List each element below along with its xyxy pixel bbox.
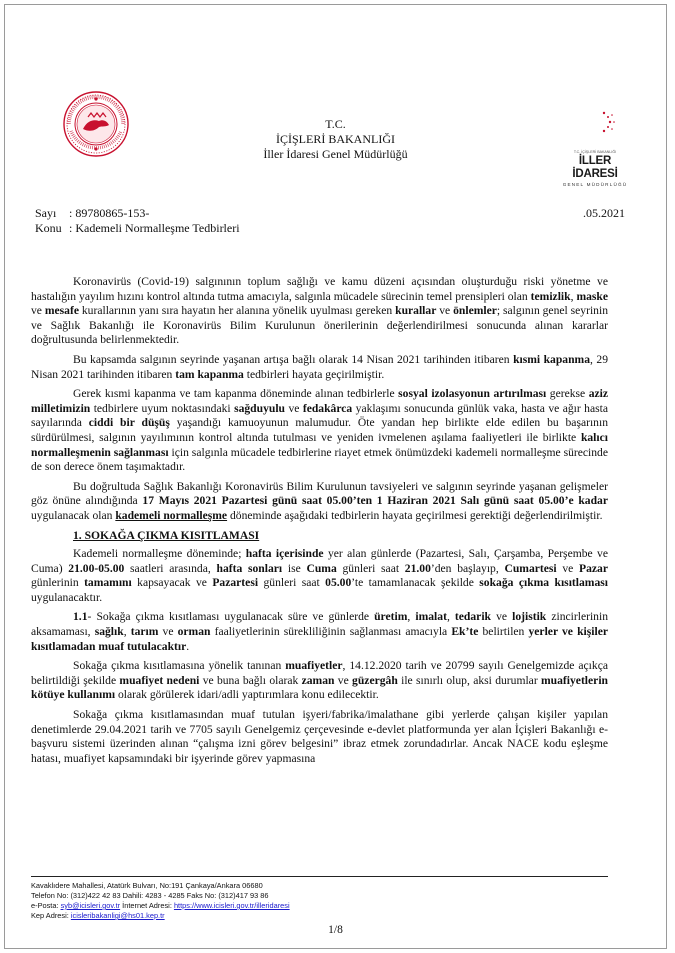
konu-label: Konu [35,221,62,235]
footer-contact: e-Posta: syb@icisleri.gov.tr İnternet Adresi: https://www.icisleri.gov.tr/illeridaresi [31,901,290,910]
website-link[interactable]: https://www.icisleri.gov.tr/illeridaresi [173,901,290,910]
header-tc: T.C. [325,117,346,131]
document-body [31,275,608,771]
footer-address: Kavaklıdere Mahallesi, Atatürk Bulvarı, No:191 Çankaya/Ankara 06680 [31,881,263,890]
konu-value: : Kademeli Normalleşme Tedbirleri [69,221,240,235]
page-number: 1/8 [328,924,343,936]
meta-konu [35,221,240,236]
logo-sub-text: GENEL MÜDÜRLÜĞÜ [562,182,628,187]
meta-sayi [35,206,149,221]
footer-phone: Telefon No: (312)422 42 83 Dahili: 4283 - 4285 Faks No: (312)417 93 86 [31,891,269,900]
sayi-value: : 89780865-153- [69,206,150,220]
document-page [4,4,667,949]
section-1-title: 1. SOKAĞA ÇIKMA KISITLAMASI [73,528,260,542]
letter-header [5,117,666,162]
header-ministry: İÇİŞLERİ BAKANLIĞI [276,132,395,146]
kep-link[interactable]: icisleribakanligi@hs01.kep.tr [70,911,165,920]
document-date: .05.2021 [583,206,625,220]
paragraph-7: Sokağa çıkma kısıtlamasına yönelik tanınan muafiyetler, 14.12.2020 tarih ve 20799 sayılı Genelgemizde açıkça belirtildiği şekilde muafiyet nedeni ve buna bağlı olarak zaman ve güzergâh ile sınırlı olup, aksi durumlar muafiyetlerin kötüye kullanımı olarak görülerek idari/adli yaptırımlara konu edilecektir. [31,659,608,702]
logo-main-text: İLLER İDARESİ [572,155,618,180]
header-directorate: İller İdaresi Genel Müdürlüğü [263,147,408,161]
footer-divider [31,876,608,877]
paragraph-4: Bu doğrultuda Sağlık Bakanlığı Koronavirüs Bilim Kurulunun tavsiyeleri ve salgının seyrinde yaşanan gelişmeler göz önüne alındığında 17 Mayıs 2021 Pazartesi günü saat 05.00’ten 1 Haziran 2021 Salı günü saat 05.00’e kadar uygulanacak olan kademeli normalleşme döneminde aşağıdaki tedbirlerin hayata geçirilmesi gerektiği değerlendirilmiştir. [31,479,608,522]
paragraph-8: Sokağa çıkma kısıtlamasından muaf tutulan işyeri/fabrika/imalathane gibi yerlerde çalışan kişiler yapılan denetimlerde 29.04.2021 tarih ve 7705 sayılı Genelgemiz çerçevesinde e-devlet platformunda yer alan İçişleri Bakanlığı e-başvuru sistemi üzerinden alınan “çalışma izni görev belgesini” ibraz etmek zorundadırlar. Ancak NACE kodu eşleşme hatası, muafiyet kapsamındaki bir işyerinde görev yapmasına [31,708,608,765]
paragraph-6: 1.1- Sokağa çıkma kısıtlaması uygulanacak süre ve günlerde üretim, imalat, tedarik ve lojistik zincirlerinin aksamaması, sağlık, tarım ve orman faaliyetlerinin sürekliliğinin sağlanması amacıyla Ek’te belirtilen yerler ve kişiler kısıtlamadan muaf tutulacaktır. [31,610,609,653]
email-link[interactable]: syb@icisleri.gov.tr [60,901,121,910]
paragraph-3: Gerek kısmi kapanma ve tam kapanma döneminde alınan tedbirlerle sosyal izolasyonun artırılması gerekse aziz milletimizin tedbirlere uyum noktasındaki sağduyulu ve fedakârca yaklaşımı sonucunda günlük vaka, hasta ve ağır hasta sayılarında ciddi bir düşüş yaşandığı kamuoyunun malumudur. Öte yandan hep birlikte elde edilen bu başarının sürdürülmesi, salgının yayılımının kontrol altında tutulması ve yeniden ivmelenen aşılama faaliyetleri ile birlikte kalıcı normalleşmenin sağlanması için salgınla mücadele tedbirlerine riayet etmek önümüzdeki kademeli normalleşme sürecinde de son derece önem taşımaktadır. [31,387,608,474]
paragraph-5: Kademeli normalleşme döneminde; hafta içerisinde yer alan günlerde (Pazartesi, Salı, Çarşamba, Perşembe ve Cuma) 21.00-05.00 saatleri arasında, hafta sonları ise Cuma günleri saat 21.00’den başlayıp, Cumartesi ve Pazar günlerinin tamamını kapsayacak ve Pazartesi günleri saat 05.00’te tamamlanacak şekilde sokağa çıkma kısıtlaması uygulanacaktır. [31,547,608,604]
sayi-label: Sayı [35,206,57,220]
footer-kep: Kep Adresi: icisleribakanligi@hs01.kep.tr [31,911,165,920]
paragraph-2: Bu kapsamda salgının seyrinde yaşanan artışa bağlı olarak 14 Nisan 2021 tarihinden itibaren kısmi kapanma, 29 Nisan 2021 tarihinden itibaren tam kapanma tedbirleri hayata geçirilmiştir. [31,352,608,381]
letter-footer [31,881,431,921]
paragraph-1: Koronavirüs (Covid-19) salgınının toplum sağlığı ve kamu düzeni açısından oluşturduğu riski yönetme ve hastalığın yayılım hızını kontrol altında tutma amacıyla, salgınla mücadele sürecinin temel prensipleri olan temizlik, maske ve mesafe kurallarının yanı sıra hayatın her alanına yönelik uyulması gereken kurallar ve önlemler; salgının genel seyrinin ve Sağlık Bakanlığı ile Koronavirüs Bilim Kurulunun önerilerinin değerlendirilmesi sonucunda alınan kararlar doğrultusunda belirlenmektedir. [31,275,609,347]
logo-small-text: T.C. İÇİŞLERİ BAKANLIĞI [573,150,617,154]
